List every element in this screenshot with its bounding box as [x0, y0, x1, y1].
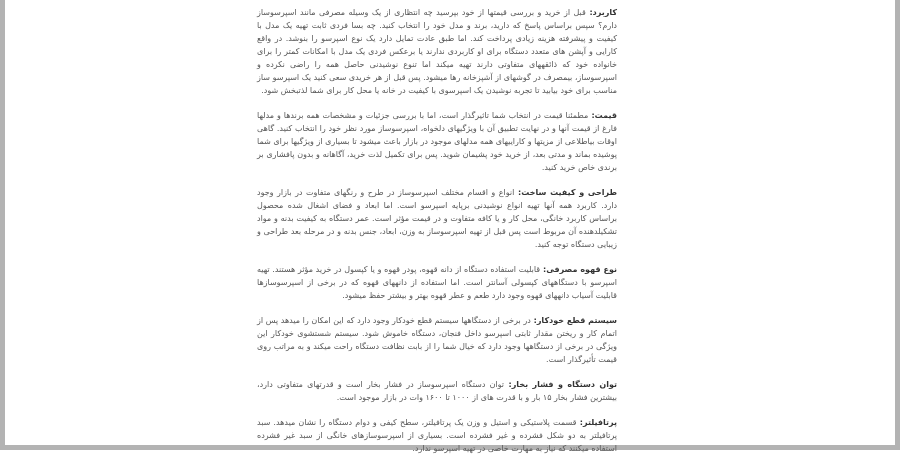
paragraph-text: توان دستگاه اسپرسوساز در فشار بخار است و قدرتهای متفاوتی دارد، بیشترین فشار بخار ۱۵ بار و با قدرت های از ۱۰۰۰ تا ۱۶۰۰ وات در بازار موجود است. — [257, 380, 617, 402]
paragraph-term: کاربرد — [592, 8, 618, 17]
paragraph-power-pressure: توان دستگاه و فشار بخار: توان دستگاه اسپرسوساز در فشار بخار است و قدرتهای متفاوتی دارد، بیشترین فشار بخار ۱۵ بار و با قدرت های از ۱۰۰۰ تا ۱۶۰۰ وات در بازار موجود است. — [257, 380, 618, 402]
paragraph-term: سیستم قطع خودکار — [536, 316, 617, 325]
article-body — [257, 6, 617, 467]
paragraph-portafilter: پرتافیلتر: قسمت پلاستیکی و استیل و وزن یک پرتافیلتر، سطح کیفی و دوام دستگاه را نشان میدهد. سبد پرتافیلتر به دو شکل فشرده و غیر فشرده است. بسیاری از اسپرسوسازهای خانگی از سبد غیر فشرده استفاده میکنند که نیاز به مهارت خاصی در تهیه اسپرسو ندارد. — [257, 418, 618, 453]
paragraph-text: انواع و اقسام مختلف اسپرسوساز در طرح و رنگهای متفاوت در بازار وجود دارد. کاربرد همه آنها تهیه انواع نوشیدنی برپایه اسپرسو است. اما ابعاد و فضای اشغال شده محصول براساس کاربرد خانگی، محل کار و یا کافه متفاوت و در قیمت مؤثر است. عمر دستگاه به کیفیت بدنه و مواد تشکیلدهنده آن مربوط است پس قبل از تهیه اسپرسوساز به وزن، ابعاد، جنس بدنه و در مرحله بعد طراحی و زیبایی دستگاه توجه کنید. — [257, 188, 617, 249]
paragraph-design-quality: طراحی و کیفیت ساخت: انواع و اقسام مختلف اسپرسوساز در طرح و رنگهای متفاوت در بازار وجود دارد. کاربرد همه آنها تهیه انواع نوشیدنی برپایه اسپرسو است. اما ابعاد و فضای اشغال شده محصول براساس کاربرد خانگی، محل کار و یا کافه متفاوت و در قیمت مؤثر است. عمر دستگاه به کیفیت بدنه و مواد تشکیلدهنده آن مربوط است پس قبل از تهیه اسپرسوساز به وزن، ابعاد، جنس بدنه و در مرحله بعد طراحی و زیبایی دستگاه توجه کنید. — [257, 188, 617, 249]
paragraph-term: طراحی و کیفیت ساخت — [521, 188, 617, 197]
paragraph-term: نوع قهوه مصرفی — [546, 265, 617, 274]
paragraph-term: قیمت — [594, 111, 617, 120]
paragraph-text: قسمت پلاستیکی و استیل و وزن یک پرتافیلتر، سطح کیفی و دوام دستگاه را نشان میدهد. سبد پرتافیلتر به دو شکل فشرده و غیر فشرده است. بسیاری از اسپرسوسازهای خانگی از سبد غیر فشرده استفاده میکنند که نیاز به مهارت خاصی در تهیه اسپرسو ندارد. — [257, 418, 617, 453]
paragraph-term: توان دستگاه و فشار بخار — [511, 380, 618, 389]
paragraph-coffee-type: نوع قهوه مصرفی: قابلیت استفاده دستگاه از دانه قهوه، پودر قهوه و یا کپسول در خرید مؤثر هستند. تهیه اسپرسو با دستگاههای کپسولی آسانتر است. اما استفاده از دانههای قهوه که در برخی از اسپرسوسازها قابلیت آسیاب دانههای قهوه وجود دارد طعم و عطر قهوه بهتر و بیشتر حفظ میشود. — [257, 265, 617, 300]
paragraph-text: قابلیت استفاده دستگاه از دانه قهوه، پودر قهوه و یا کپسول در خرید مؤثر هستند. تهیه اسپرسو با دستگاههای کپسولی آسانتر است. اما استفاده از دانههای قهوه که در برخی از اسپرسوسازها قابلیت آسیاب دانههای قهوه وجود دارد طعم و عطر قهوه بهتر و بیشتر حفظ میشود. — [257, 265, 617, 300]
paragraph-price: قیمت: مطمئنا قیمت در انتخاب شما تاثیرگذار است، اما با بررسی جزئیات و مشخصات همه برندها و مدلها فارغ از قیمت آنها و در نهایت تطبیق آن با ویژگیهای دلخواه، اسپرسوساز مورد نظر خود را انتخاب کنید. گاهی اوقات بیاطلاعی از مزیتها و کاراییهای همه مدلهای موجود در بازار باعث میشود تا بسیاری از ویژگیها برای شما پوشیده بماند و مدتی بعد، از خرید خود پشیمان شوید. پس برای تکمیل لذت خرید، آگاهانه و بدون پافشاری بر برندی خاص خرید کنید. — [257, 111, 617, 172]
paragraph-usage: کاربرد: قبل از خرید و بررسی قیمتها از خود بپرسید چه انتظاری از یک وسیله مصرفی مانند اسپرسوساز دارم؟ سپس براساس پاسخ که دارید، برند و مدل خود را انتخاب کنید. چه بسا فردی ثابت تهیه یک مدل با کیفیت و پیشرفته هزینه زیادی پرداخت کند. اما طبق عادت تمایل دارد یک نوع اسپرسو را بنوشد. در واقع کارایی و آپشن های متعدد دستگاه برای او کاربردی ندارند یا برعکس فردی یک مدل با امکانات کمتر را برای خانواده خود که ذائقههای متفاوتی دارند تهیه میکند اما تنوع نوشیدنی حاصل همه را راضی نکرده و اسپرسوساز، بیمصرف در گوشهای از آشپزخانه رها میشود. پس قبل از هر خریدی سعی کنید یک اسپرسو ساز مناسب برای خود بیابید تا تجربه نوشیدن یک اسپرسوی با کیفیت در خانه یا محل کار برای شما لذتبخش شود. — [257, 8, 618, 95]
paragraph-text: در برخی از دستگاهها سیستم قطع خودکار وجود دارد که این امکان را میدهد پس از اتمام کار و ریختن مقدار ثابتی اسپرسو داخل فنجان، دستگاه خاموش شود. سیستم شستشوی خودکار این ویژگی در برخی از دستگاهها وجود دارد که خیال شما را از بابت نظافت دستگاه راحت میکند و به مراتب روی قیمت تأثیرگذار است. — [257, 316, 617, 364]
paragraph-term: پرتافیلتر — [583, 418, 618, 427]
paragraph-auto-shutoff: سیستم قطع خودکار: در برخی از دستگاهها سیستم قطع خودکار وجود دارد که این امکان را میدهد پس از اتمام کار و ریختن مقدار ثابتی اسپرسو داخل فنجان، دستگاه خاموش شود. سیستم شستشوی خودکار این ویژگی در برخی از دستگاهها وجود دارد که خیال شما را از بابت نظافت دستگاه راحت میکند و به مراتب روی قیمت تأثیرگذار است. — [257, 316, 617, 364]
paragraph-text: قبل از خرید و بررسی قیمتها از خود بپرسید چه انتظاری از یک وسیله مصرفی مانند اسپرسوساز دارم؟ سپس براساس پاسخ که دارید، برند و مدل خود را انتخاب کنید. چه بسا فردی ثابت تهیه یک مدل با کیفیت و پیشرفته هزینه زیادی پرداخت کند. اما طبق عادت تمایل دارد یک نوع اسپرسو را بنوشد. در واقع کارایی و آپشن های متعدد دستگاه برای او کاربردی ندارند یا برعکس فردی یک مدل با امکانات کمتر را برای خانواده خود که ذائقههای متفاوتی دارند تهیه میکند اما تنوع نوشیدنی حاصل همه را راضی نکرده و اسپرسوساز، بیمصرف در گوشهای از آشپزخانه رها میشود. پس قبل از هر خریدی سعی کنید یک اسپرسو ساز مناسب برای خود بیابید تا تجربه نوشیدن یک اسپرسوی با کیفیت در خانه یا محل کار برای شما لذتبخش شود. — [257, 8, 617, 95]
page-content — [5, 0, 895, 453]
paragraph-text: مطمئنا قیمت در انتخاب شما تاثیرگذار است، اما با بررسی جزئیات و مشخصات همه برندها و مدلها فارغ از قیمت آنها و در نهایت تطبیق آن با ویژگیهای دلخواه، اسپرسوساز مورد نظر خود را انتخاب کنید. گاهی اوقات بیاطلاعی از مزیتها و کاراییهای همه مدلهای موجود در بازار باعث میشود تا بسیاری از ویژگیها برای شما پوشیده بماند و مدتی بعد، از خرید خود پشیمان شوید. پس برای تکمیل لذت خرید، آگاهانه و بدون پافشاری بر برندی خاص خرید کنید. — [257, 111, 617, 172]
